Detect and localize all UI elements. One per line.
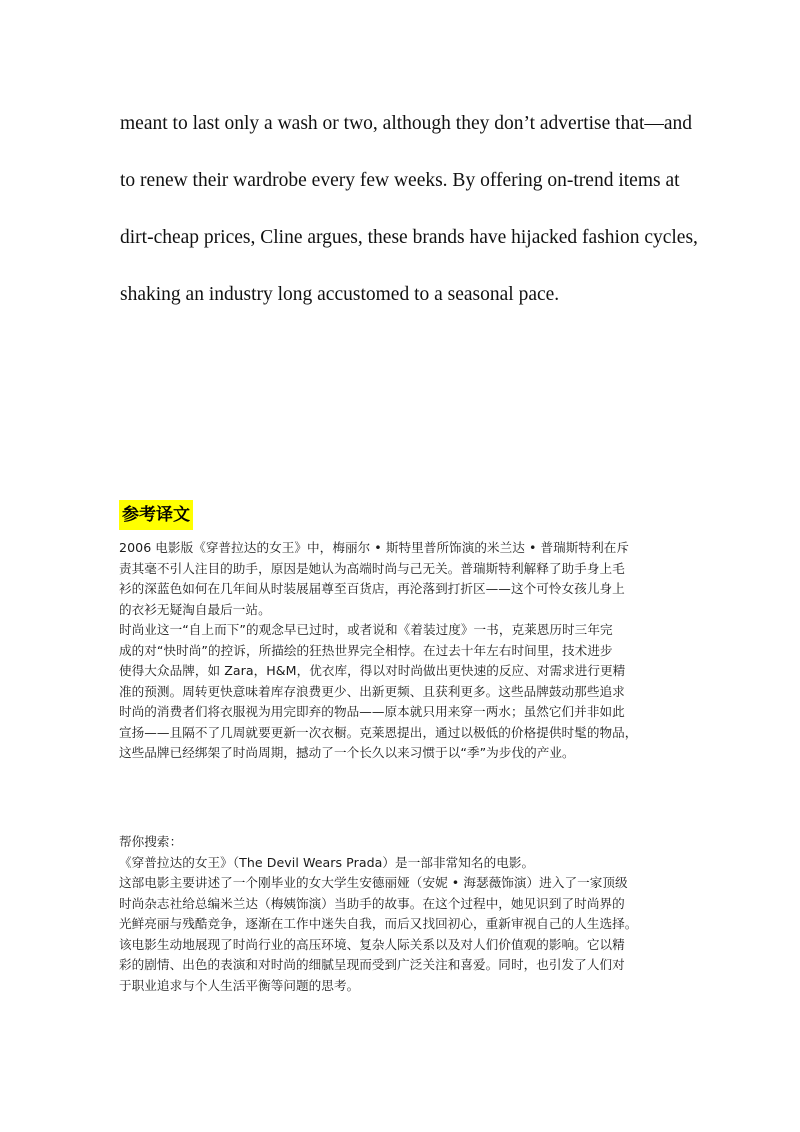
search-line-5: 光鲜亮丽与残酷竞争，逐渐在工作中迷失自我，而后又找回初心，重新审视自己的人生选择。 xyxy=(119,916,638,931)
translation-line-3: 衫的深蓝色如何在几年间从时装展届尊至百货店，再沦落到打折区——这个可怜女孩儿身上 xyxy=(119,581,625,596)
search-result-block xyxy=(119,832,637,996)
english-line-4: shaking an industry long accustomed to a seasonal pace. xyxy=(120,284,560,305)
translation-heading: 参考译文 xyxy=(119,500,193,530)
search-line-3: 这部电影主要讲述了一个刚毕业的女大学生安德丽娅（安妮 • 海瑟薇饰演）进入了一家顶级 xyxy=(119,875,628,890)
translation-line-9: 时尚的消费者们将衣服视为用完即弃的物品——原本就只用来穿一两水；虽然它们并非如此 xyxy=(119,704,625,719)
translation-line-4: 的衣衫无疑淘自最后一站。 xyxy=(119,601,271,617)
translation-line-5: 时尚业这一“自上而下”的观念早已过时，或者说和《着装过度》一书，克莱恩历时三年完 xyxy=(119,622,613,637)
translation-line-8: 准的预测。周转更快意味着库存浪费更少、出新更频、且获利更多。这些品牌鼓动那些追求 xyxy=(119,683,625,699)
translation-line-10: 宣扬——且隔不了几周就要更新一次衣橱。克莱恩提出，通过以极低的价格提供时髦的物品， xyxy=(119,724,638,740)
search-line-4: 时尚杂志社给总编米兰达（梅姨饰演）当助手的故事。在这个过程中，她见识到了时尚界的 xyxy=(119,895,625,911)
translation-line-6: 成的对“快时尚”的控诉，所描绘的狂热世界完全相悖。在过去十年左右时间里，技术进步 xyxy=(119,642,613,658)
translation-line-1: 2006 电影版《穿普拉达的女王》中，梅丽尔 • 斯特里普所饰演的米兰达 • 普瑞斯特利在斥 xyxy=(119,540,630,555)
english-line-3: dirt-cheap prices, Cline argues, these brands have hijacked fashion cycles, xyxy=(120,227,698,248)
search-line-7: 彩的剧情、出色的表演和对时尚的细腻呈现而受到广泛关注和喜爱。同时，也引发了人们对 xyxy=(119,957,625,972)
translation-line-7: 使得大众品牌，如 Zara，H&M，优衣库，得以对时尚做出更快速的反应、对需求进行更精 xyxy=(119,663,626,678)
translation-line-11: 这些品牌已经绑架了时尚周期，撼动了一个长久以来习惯于以“季”为步伐的产业。 xyxy=(119,745,575,760)
english-paragraph xyxy=(120,104,698,332)
english-line-1: meant to last only a wash or two, although they don’t advertise that—and xyxy=(120,113,693,134)
search-line-8: 于职业追求与个人生活平衡等问题的思考。 xyxy=(119,977,360,993)
english-line-2: to renew their wardrobe every few weeks. By offering on-trend items at xyxy=(120,170,680,191)
translation-paragraph xyxy=(119,538,637,764)
translation-line-2: 责其毫不引人注目的助手，原因是她认为高端时尚与己无关。普瑞斯特利解释了助手身上毛 xyxy=(119,560,625,576)
search-line-2: 《穿普拉达的女王》（The Devil Wears Prada）是一部非常知名的电影。 xyxy=(119,854,535,870)
search-line-1: 帮你搜索： xyxy=(119,834,183,849)
search-line-6: 该电影生动地展现了时尚行业的高压环境、复杂人际关系以及对人们价值观的影响。它以精 xyxy=(119,936,625,952)
